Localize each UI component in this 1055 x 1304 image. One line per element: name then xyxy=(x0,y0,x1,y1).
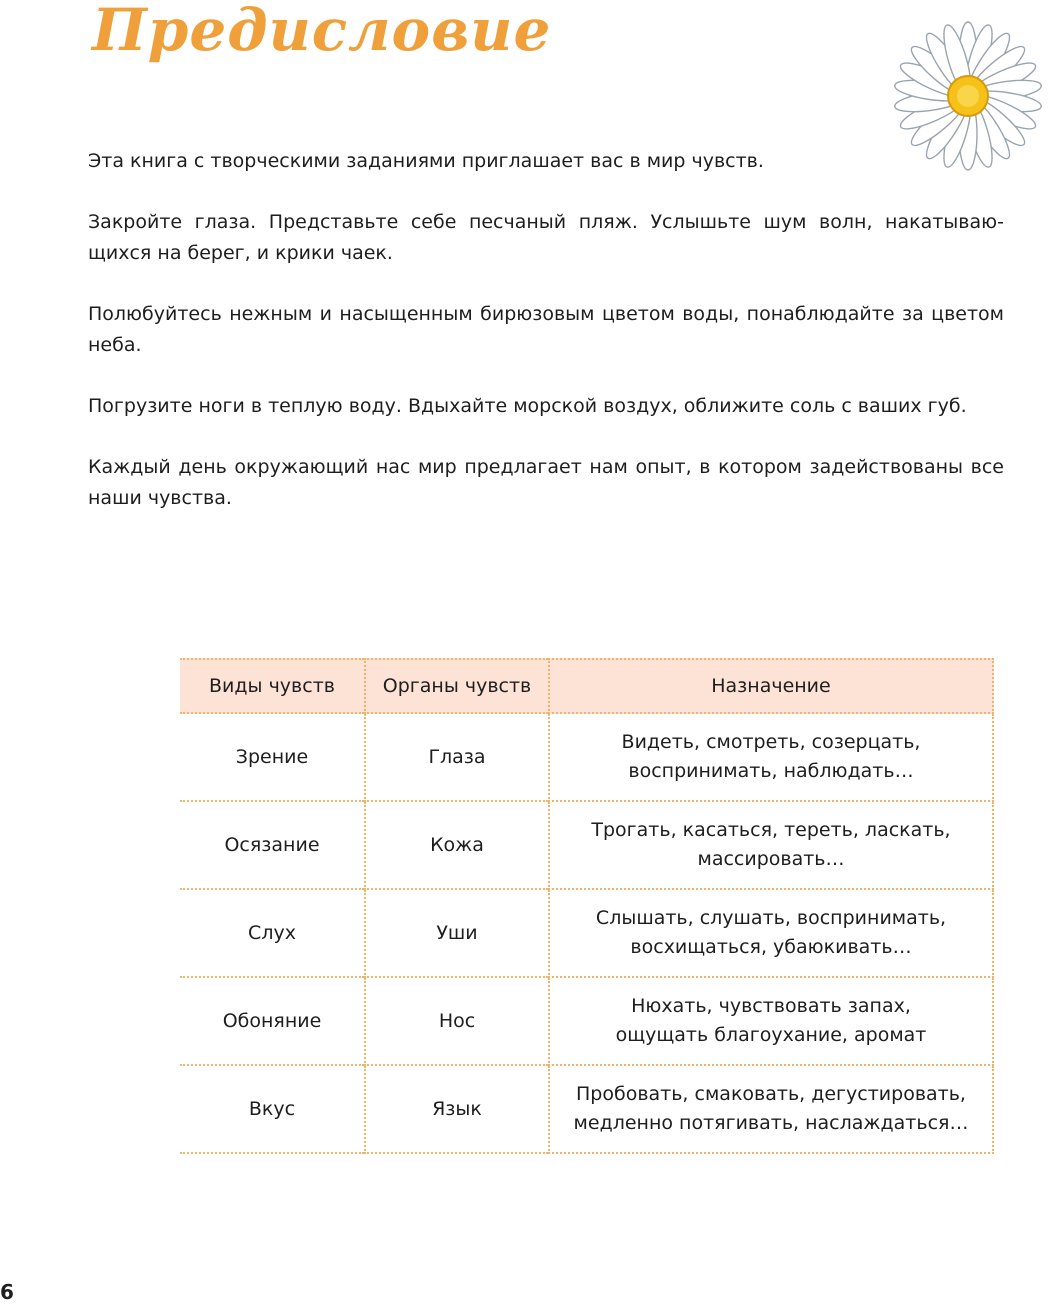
header-sense-organ: Органы чувств xyxy=(364,658,548,714)
sense-cell: Вкус xyxy=(180,1066,364,1154)
organ-cell: Нос xyxy=(364,978,548,1066)
purpose-line: ощущать благоухание, аромат xyxy=(615,1024,927,1046)
purpose-cell xyxy=(548,802,994,890)
table-row xyxy=(180,714,994,802)
intro-paragraph: Закройте глаза. Представьте себе песчаный пляж. Услышьте шум волн, накатываю-щихся на берег, и крики чаек. xyxy=(88,211,1004,264)
intro-paragraph: Эта книга с творческими заданиями приглашает вас в мир чувств. xyxy=(88,150,764,172)
purpose-line: медленно потягивать, наслаждаться… xyxy=(573,1112,969,1134)
table-row xyxy=(180,978,994,1066)
purpose-cell xyxy=(548,890,994,978)
sense-cell: Обоняние xyxy=(180,978,364,1066)
organ-cell: Кожа xyxy=(364,802,548,890)
sense-cell: Осязание xyxy=(180,802,364,890)
organ-cell: Глаза xyxy=(364,714,548,802)
purpose-line: Слышать, слушать, воспринимать, xyxy=(595,907,947,929)
purpose-cell xyxy=(548,978,994,1066)
intro-paragraph: Погрузите ноги в теплую воду. Вдыхайте морской воздух, оближите соль с ваших губ. xyxy=(88,395,967,417)
senses-table xyxy=(180,658,994,1154)
sense-cell: Зрение xyxy=(180,714,364,802)
purpose-line: Нюхать, чувствовать запах, xyxy=(631,995,911,1017)
purpose-line: воспринимать, наблюдать… xyxy=(628,760,914,782)
header-purpose: Назначение xyxy=(548,658,994,714)
table-row xyxy=(180,890,994,978)
purpose-line: Пробовать, смаковать, дегустировать, xyxy=(576,1083,966,1105)
purpose-line: Трогать, касаться, тереть, ласкать, xyxy=(591,819,951,841)
header-sense-type: Виды чувств xyxy=(180,658,364,714)
purpose-cell xyxy=(548,1066,994,1154)
sense-cell: Слух xyxy=(180,890,364,978)
purpose-line: массировать… xyxy=(697,848,845,870)
page-number: 6 xyxy=(0,1280,14,1304)
intro-text xyxy=(88,146,1004,514)
table-row xyxy=(180,1066,994,1154)
intro-paragraph: Каждый день окружающий нас мир предлагает нам опыт, в котором задействованы все наши чувства. xyxy=(88,456,1004,509)
organ-cell: Уши xyxy=(364,890,548,978)
purpose-line: Видеть, смотреть, созерцать, xyxy=(621,731,921,753)
purpose-cell xyxy=(548,714,994,802)
purpose-line: восхищаться, убаюкивать… xyxy=(630,936,912,958)
table-row xyxy=(180,802,994,890)
intro-paragraph: Полюбуйтесь нежным и насыщенным бирюзовым цветом воды, понаблюдайте за цветом неба. xyxy=(88,303,1004,356)
table-header-row xyxy=(180,658,994,714)
organ-cell: Язык xyxy=(364,1066,548,1154)
page-title: Предисловие xyxy=(92,0,552,64)
